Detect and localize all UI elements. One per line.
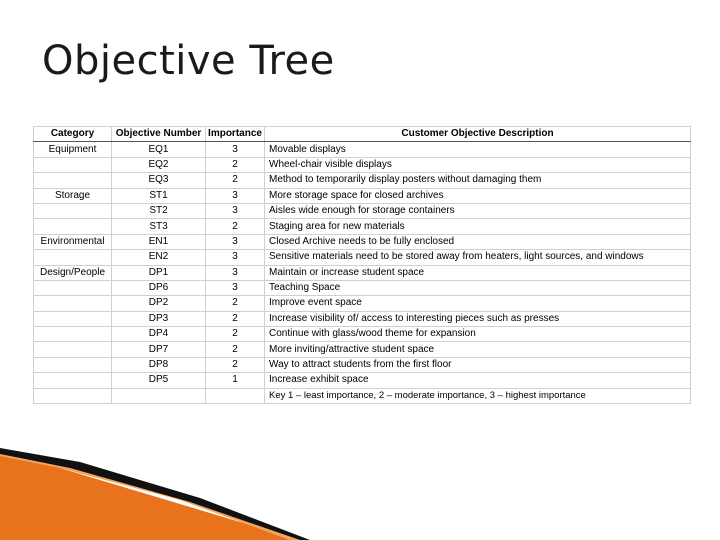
category-cell: Design/People [34,265,112,280]
description-cell: Increase visibility of/ access to interesting pieces such as presses [265,311,691,326]
table-row [34,265,691,280]
category-cell [34,250,112,265]
description-cell: Wheel-chair visible displays [265,157,691,172]
slide-title: Objective Tree [42,38,335,84]
importance-cell: 1 [206,373,265,388]
category-cell [34,296,112,311]
category-cell [34,219,112,234]
category-cell [34,311,112,326]
table-row [34,250,691,265]
table-row [34,234,691,249]
header-importance: Importance [206,127,265,142]
empty-cell [34,388,112,403]
category-cell: Environmental [34,234,112,249]
objective-number-cell: DP3 [112,311,206,326]
importance-cell: 3 [206,188,265,203]
importance-cell: 3 [206,250,265,265]
objective-table [33,126,691,404]
description-cell: Aisles wide enough for storage containers [265,203,691,218]
category-cell [34,280,112,295]
objective-number-cell: ST2 [112,203,206,218]
objective-number-cell: ST1 [112,188,206,203]
objective-number-cell: EQ3 [112,173,206,188]
description-cell: Way to attract students from the first floor [265,357,691,372]
importance-cell: 3 [206,234,265,249]
table-body [34,142,691,404]
description-cell: Improve event space [265,296,691,311]
objective-number-cell: ST3 [112,219,206,234]
empty-cell [112,388,206,403]
description-cell: Increase exhibit space [265,373,691,388]
importance-cell: 2 [206,327,265,342]
category-cell: Equipment [34,142,112,157]
objective-number-cell: DP5 [112,373,206,388]
importance-cell: 3 [206,142,265,157]
description-cell: Maintain or increase student space [265,265,691,280]
category-cell [34,173,112,188]
category-cell [34,373,112,388]
key-row [34,388,691,403]
importance-cell: 2 [206,357,265,372]
objective-number-cell: DP6 [112,280,206,295]
importance-cell: 2 [206,342,265,357]
objective-number-cell: EQ2 [112,157,206,172]
objective-number-cell: EN1 [112,234,206,249]
header-category: Category [34,127,112,142]
category-cell: Storage [34,188,112,203]
importance-cell: 2 [206,219,265,234]
importance-key: Key 1 – least importance, 2 – moderate importance, 3 – highest importance [265,388,691,403]
description-cell: Method to temporarily display posters without damaging them [265,173,691,188]
importance-cell: 2 [206,311,265,326]
table-row [34,142,691,157]
description-cell: More storage space for closed archives [265,188,691,203]
objective-number-cell: DP8 [112,357,206,372]
objective-number-cell: DP4 [112,327,206,342]
table-row [34,357,691,372]
importance-cell: 2 [206,296,265,311]
objective-number-cell: DP1 [112,265,206,280]
category-cell [34,357,112,372]
objective-number-cell: DP2 [112,296,206,311]
empty-cell [206,388,265,403]
description-cell: Sensitive materials need to be stored away from heaters, light sources, and windows [265,250,691,265]
description-cell: Continue with glass/wood theme for expansion [265,327,691,342]
table-row [34,203,691,218]
table-row [34,342,691,357]
decorative-swoosh [0,440,720,540]
header-description: Customer Objective Description [265,127,691,142]
table-row [34,327,691,342]
objective-table-container [33,126,690,404]
importance-cell: 3 [206,265,265,280]
description-cell: Staging area for new materials [265,219,691,234]
objective-number-cell: EN2 [112,250,206,265]
importance-cell: 3 [206,280,265,295]
table-row [34,157,691,172]
header-objective-number: Objective Number [112,127,206,142]
category-cell [34,327,112,342]
table-row [34,219,691,234]
table-row [34,280,691,295]
objective-number-cell: DP7 [112,342,206,357]
table-row [34,173,691,188]
description-cell: More inviting/attractive student space [265,342,691,357]
description-cell: Movable displays [265,142,691,157]
importance-cell: 2 [206,173,265,188]
table-row [34,296,691,311]
importance-cell: 2 [206,157,265,172]
importance-cell: 3 [206,203,265,218]
category-cell [34,342,112,357]
category-cell [34,203,112,218]
description-cell: Closed Archive needs to be fully enclosed [265,234,691,249]
objective-number-cell: EQ1 [112,142,206,157]
category-cell [34,157,112,172]
table-row [34,188,691,203]
table-row [34,311,691,326]
table-header-row [34,127,691,142]
description-cell: Teaching Space [265,280,691,295]
table-row [34,373,691,388]
